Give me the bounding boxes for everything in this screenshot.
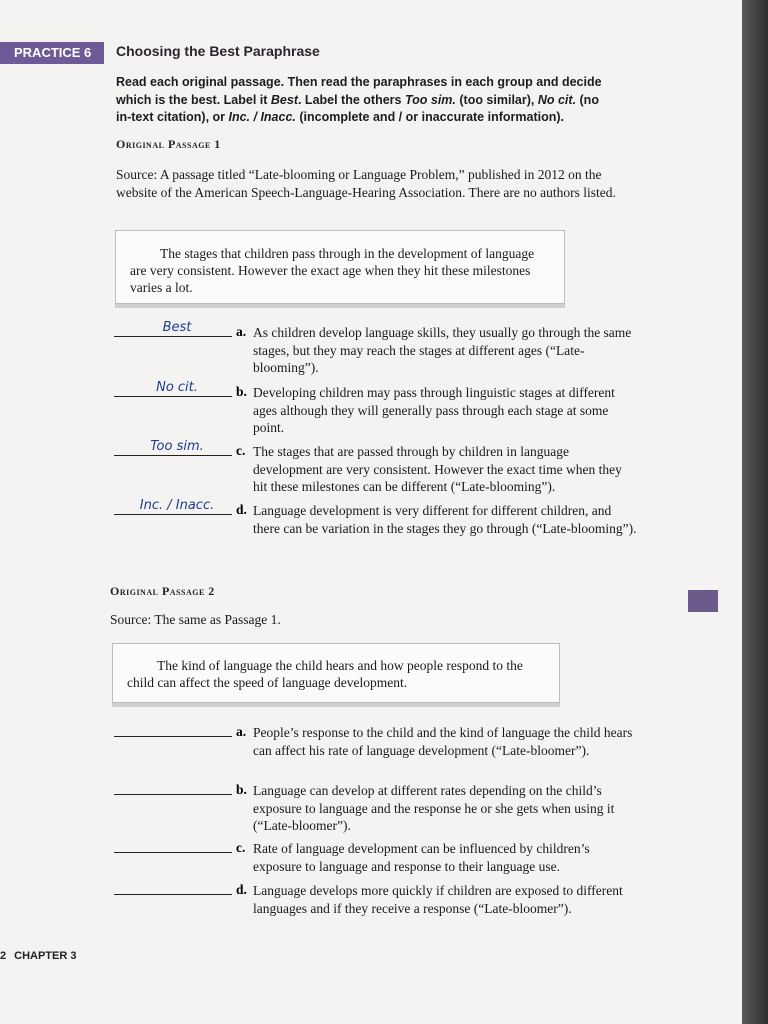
instructions-text-2: . Label the others [297,92,405,107]
item-text: People’s response to the child and the kind of language the child hears can affect his rate of language development (“Late-bloomer”). [253,725,633,758]
instructions-inc: Inc. / Inacc. [228,110,296,124]
passage1-item-c [110,441,650,501]
answer-line[interactable] [114,794,232,795]
instructions-too-sim: Too sim. [404,92,456,107]
passage1-source: Source: A passage titled “Late-blooming or Language Problem,” published in 2012 on the website of the American Speech-Language-Hearing Association. There are no authors listed. [116,167,616,200]
instructions-best: Best [270,92,298,107]
passage1-heading: Original Passage 1 [116,137,221,151]
answer-line[interactable] [114,852,232,853]
item-letter: a. [236,724,247,739]
item-letter: d. [236,502,247,517]
item-text: Language can develop at different rates depending on the child’s exposure to language and the response he or she gets when using it (“Late-bloomer”). [253,783,615,833]
instructions [116,74,616,127]
page-number: 2 [0,950,7,962]
instructions-text-1: Read each original passage. Then read the paraphrases in each group and decide which is the best. Label it [116,75,602,107]
instructions-no-cit: No cit. [537,92,577,107]
item-letter: c. [236,443,246,458]
passage1-quote: The stages that children pass through in the development of language are very consistent. However the exact age when they hit these milestones varies a lot. [115,230,565,304]
item-letter: b. [236,782,247,797]
practice-title: Choosing the Best Paraphrase [116,43,320,59]
item-text: Developing children may pass through linguistic stages at different ages although they will generally pass through each stage at some point. [253,385,615,435]
item-text: Language development is very different for different children, and there can be variation in the stages they go through (“Late-blooming”). [253,503,637,536]
handwritten-answer: Inc. / Inacc. [139,498,215,513]
passage1-item-b [110,382,650,442]
passage2-item-a [110,722,650,782]
passage1-item-a [110,322,650,382]
chapter-label: CHAPTER 3 [14,950,77,962]
answer-line[interactable] [114,894,232,895]
answer-line[interactable] [114,736,232,737]
handwritten-answer: Too sim. [150,439,204,454]
passage2-source: Source: The same as Passage 1. [110,612,281,627]
item-letter: a. [236,324,247,339]
item-letter: b. [236,384,247,399]
answer-line[interactable] [114,336,232,337]
handwritten-answer: No cit. [156,380,198,395]
item-text: The stages that are passed through by children in language development are very consistent. However the exact time when they hit these milestones can be different (“Late-blooming”). [253,444,622,494]
item-text: Language develops more quickly if children are exposed to different languages and if they receive a response (“Late-bloomer”). [253,883,623,916]
item-letter: d. [236,882,247,897]
answer-line[interactable] [114,514,232,515]
instructions-text-4: (no in-text citation), or [116,92,599,124]
passage2-item-b [110,780,650,840]
page-edge-shadow [742,0,768,1024]
passage2-quote: The kind of language the child hears and how people respond to the child can affect the speed of language development. [112,643,560,703]
passage1-item-d [110,500,650,560]
item-letter: c. [236,840,246,855]
instructions-text-5: (incomplete and / or inaccurate information). [295,110,564,124]
handwritten-answer: Best [162,320,192,335]
instructions-text-3: (too similar), [455,92,538,107]
passage2-item-d [110,880,650,940]
answer-line[interactable] [114,455,232,456]
answer-line[interactable] [114,396,232,397]
practice-badge: PRACTICE 6 [0,42,104,64]
side-tab [688,590,718,612]
passage2-heading: Original Passage 2 [110,584,215,598]
item-text: As children develop language skills, they usually go through the same stages, but they may reach the stages at different ages (“Late-blooming”). [253,325,632,375]
item-text: Rate of language development can be influenced by children’s exposure to language and response to their language use. [253,841,590,874]
page-footer [0,950,76,962]
